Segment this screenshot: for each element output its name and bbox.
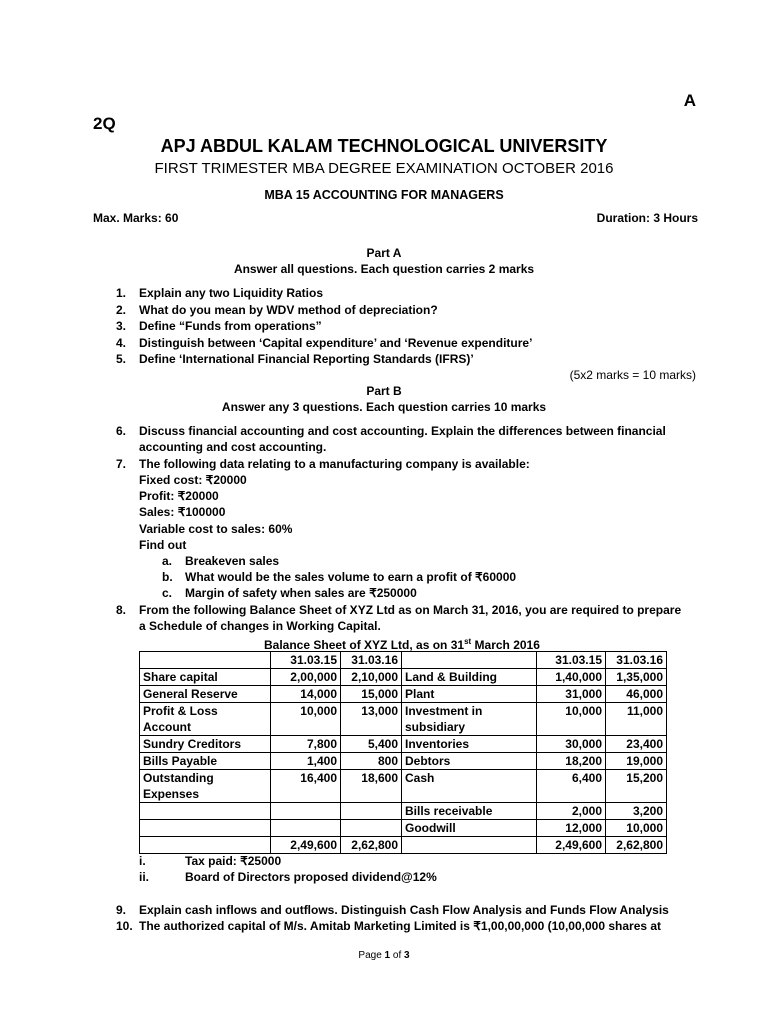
table-row: Bills receivable 2,000 3,200 — [140, 803, 667, 820]
question-7-intro: The following data relating to a manufacturing company is available: — [139, 457, 530, 471]
question-7-data-2: Profit: ₹20000 — [139, 489, 219, 503]
duration: Duration: 3 Hours — [596, 211, 698, 225]
paper-code: 2Q — [93, 114, 116, 133]
question-7-data-4: Variable cost to sales: 60% — [139, 522, 293, 536]
question-7a-text: Breakeven sales — [185, 554, 280, 568]
max-marks: Max. Marks: 60 — [93, 211, 179, 225]
question-2: 2. What do you mean by WDV method of depreciation? — [116, 302, 438, 317]
question-7a-label: a. — [162, 554, 173, 568]
note-2-text: Board of Directors proposed dividend@12% — [185, 870, 437, 884]
question-10-text: The authorized capital of M/s. Amitab Marketing Limited is ₹1,00,00,000 (10,00,000 shares at — [139, 919, 662, 933]
table-row: Share capital 2,00,000 2,10,000 Land & Building 1,40,000 1,35,000 — [140, 669, 667, 686]
table-row: Profit & Loss Account 10,000 13,000 Investment in subsidiary 10,000 11,000 — [140, 703, 667, 736]
question-6-line2: accounting and cost accounting. — [139, 440, 327, 454]
part-b-title: Part B — [366, 384, 402, 398]
question-8-line1: From the following Balance Sheet of XYZ Ltd as on March 31, 2016, you are required to prepare — [139, 603, 682, 617]
question-8-num: 8. — [116, 603, 127, 617]
question-7-data-3: Sales: ₹100000 — [139, 505, 226, 519]
question-7-num: 7. — [116, 457, 127, 471]
table-row: General Reserve 14,000 15,000 Plant 31,000 46,000 — [140, 686, 667, 703]
question-7b-label: b. — [162, 570, 173, 584]
part-b-instruction: Answer any 3 questions. Each question carries 10 marks — [221, 400, 547, 414]
part-a-title: Part A — [366, 246, 402, 260]
question-10-num: 10. — [116, 919, 133, 933]
exam-title: FIRST TRIMESTER MBA DEGREE EXAMINATION OCTOBER 2016 — [154, 160, 614, 177]
question-7c-label: c. — [162, 586, 173, 600]
part-a-marks: (5x2 marks = 10 marks) — [569, 368, 696, 382]
question-3: 3. Define “Funds from operations” — [116, 319, 322, 333]
part-a-questions — [116, 285, 696, 368]
balance-sheet-title: Balance Sheet of XYZ Ltd, as on 31st March 2016 — [264, 637, 540, 652]
question-6-num: 6. — [116, 424, 127, 438]
course-title: MBA 15 ACCOUNTING FOR MANAGERS — [264, 188, 504, 202]
question-8-line2: a Schedule of changes in Working Capital. — [139, 619, 381, 633]
table-header-row: 31.03.15 31.03.16 31.03.15 31.03.16 — [140, 652, 667, 669]
question-1: 1. Explain any two Liquidity Ratios — [116, 286, 324, 300]
note-1-text: Tax paid: ₹25000 — [185, 854, 282, 868]
table-total-row: 2,49,600 2,62,800 2,49,600 2,62,800 — [140, 837, 667, 854]
university-title: APJ ABDUL KALAM TECHNOLOGICAL UNIVERSITY — [160, 136, 608, 156]
table-row: Sundry Creditors 7,800 5,400 Inventories 30,000 23,400 — [140, 736, 667, 753]
part-a-instruction: Answer all questions. Each question carries 2 marks — [233, 262, 535, 276]
table-row: Goodwill 12,000 10,000 — [140, 820, 667, 837]
question-5: 5. Define ‘International Financial Reporting Standards (IFRS)’ — [116, 352, 474, 366]
note-1-label: i. — [139, 854, 146, 868]
table-row: Outstanding Expenses 16,400 18,600 Cash 6,400 15,200 — [140, 770, 667, 803]
question-7-data-1: Fixed cost: ₹20000 — [139, 473, 247, 487]
question-7c-text: Margin of safety when sales are ₹250000 — [185, 586, 417, 600]
question-9-num: 9. — [116, 903, 127, 917]
question-9-text: Explain cash inflows and outflows. Distinguish Cash Flow Analysis and Funds Flow Analysis — [139, 903, 669, 917]
note-2-label: ii. — [139, 870, 150, 884]
balance-sheet-table — [139, 651, 667, 854]
set-label: A — [683, 91, 696, 110]
question-7-find-out: Find out — [139, 538, 187, 552]
question-4: 4. Distinguish between ‘Capital expenditure’ and ‘Revenue expenditure’ — [116, 335, 533, 350]
table-row: Bills Payable 1,400 800 Debtors 18,200 19,000 — [140, 753, 667, 770]
question-6-line1: Discuss financial accounting and cost accounting. Explain the differences between financial — [139, 424, 666, 438]
page-footer: Page 1 of 3 — [358, 950, 410, 961]
question-7b-text: What would be the sales volume to earn a profit of ₹60000 — [185, 570, 517, 584]
